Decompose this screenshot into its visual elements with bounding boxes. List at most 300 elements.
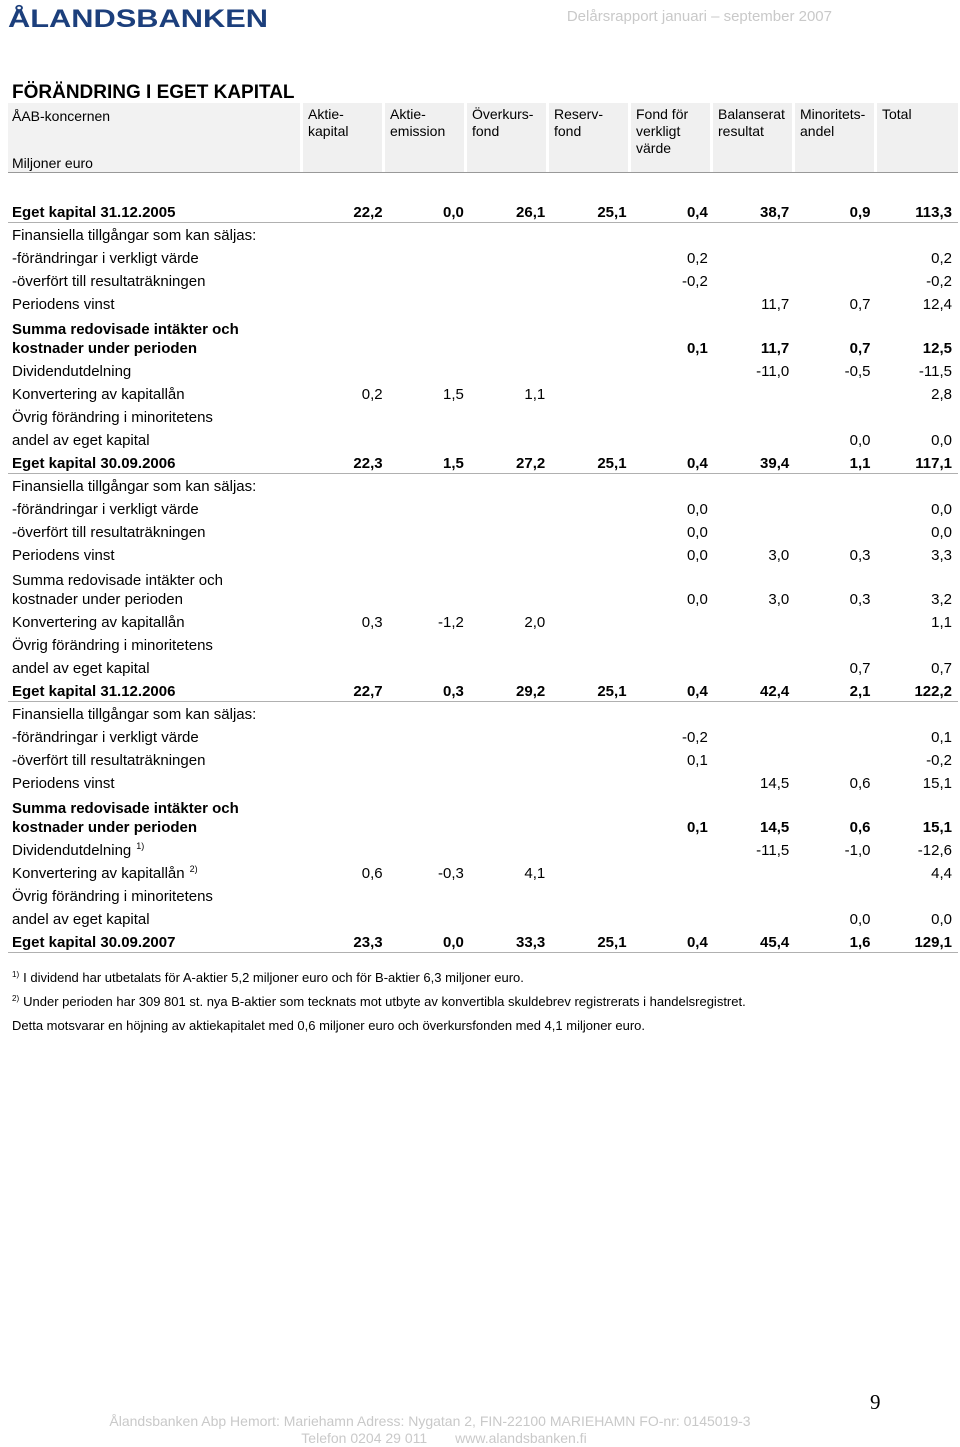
cell-col-2	[389, 496, 470, 519]
row-label-text: Konvertering av kapitallån	[12, 865, 185, 882]
cell-col-3	[470, 747, 551, 770]
cell-col-8: 1,1	[931, 614, 952, 631]
col-header-fond-verkligt-varde: Fond för verkligt värde	[636, 106, 689, 156]
cell-col-2	[389, 291, 470, 314]
cell-col-5: 0,4	[633, 199, 714, 222]
row-label-text: Summa redovisade intäkter och kostnader under perioden	[12, 572, 223, 608]
cell-col-7	[795, 519, 876, 542]
cell-col-7: 0,6	[849, 775, 871, 792]
cell-col-3	[470, 291, 551, 314]
cell-col-4	[551, 519, 632, 542]
cell-col-7: 1,1	[795, 450, 876, 473]
row-label	[8, 222, 307, 245]
cell-col-8: -0,2	[926, 273, 952, 290]
table-row	[8, 473, 958, 496]
cell-col-2	[389, 906, 470, 929]
cell-col-4	[551, 245, 632, 268]
cell-col-7	[795, 701, 876, 724]
col-header-overkursfond: Överkurs- fond	[472, 106, 534, 139]
cell-col-3	[470, 268, 551, 291]
cell-col-3	[470, 632, 551, 655]
cell-col-2	[389, 632, 470, 655]
cell-col-5	[633, 404, 714, 427]
row-label-text: Finansiella tillgångar som kan säljas:	[12, 227, 257, 244]
cell-col-4	[551, 747, 632, 770]
cell-col-6: 39,4	[714, 450, 795, 473]
table-row	[8, 678, 958, 701]
cell-col-3	[470, 496, 551, 519]
row-label-text: Summa redovisade intäkter och kostnader under perioden	[12, 800, 239, 836]
cell-col-8: 12,5	[922, 340, 952, 357]
cell-col-3: 27,2	[470, 450, 551, 473]
footnote-2	[12, 990, 942, 1014]
cell-col-2	[389, 701, 470, 724]
cell-col-7: 1,6	[795, 929, 876, 952]
col-header-minoritetsandel: Minoritets- andel	[800, 106, 866, 139]
report-title: Delårsrapport januari – september 2007	[566, 8, 832, 25]
cell-col-3	[470, 906, 551, 929]
row-label-text: Periodens vinst	[12, 547, 115, 564]
row-label-text: Summa redovisade intäkter och kostnader under perioden	[12, 321, 239, 357]
table-row	[8, 632, 958, 655]
cell-col-3	[470, 473, 551, 496]
row-label	[8, 701, 307, 724]
row-label	[8, 268, 307, 291]
cell-col-5	[633, 632, 714, 655]
cell-col-1: 22,2	[307, 199, 388, 222]
cell-col-1	[307, 245, 388, 268]
row-label	[8, 883, 307, 906]
row-label	[8, 837, 307, 860]
table-row	[8, 291, 958, 314]
cell-col-6	[714, 473, 795, 496]
table-row	[8, 793, 958, 837]
cell-col-1	[307, 701, 388, 724]
cell-col-8: 3,3	[931, 547, 952, 564]
cell-col-1	[307, 793, 388, 837]
cell-col-6	[714, 496, 795, 519]
cell-col-1	[307, 222, 388, 245]
cell-col-4	[551, 222, 632, 245]
cell-col-8	[877, 701, 959, 724]
cell-col-8: 0,7	[931, 660, 952, 677]
cell-col-4	[551, 381, 632, 404]
cell-col-3: 29,2	[470, 678, 551, 701]
cell-col-7	[795, 860, 876, 883]
row-label	[8, 929, 307, 952]
page-number: 9	[870, 1390, 881, 1414]
logo-wordmark: ÅLANDSBANKEN	[8, 5, 220, 30]
row-label	[8, 404, 307, 427]
cell-col-6: 11,7	[760, 340, 790, 357]
cell-col-6: 3,0	[768, 547, 790, 564]
footnote-1	[12, 966, 942, 990]
cell-col-5	[633, 291, 714, 314]
row-label	[8, 450, 307, 473]
cell-col-7: 0,9	[795, 199, 876, 222]
row-label-text: Periodens vinst	[12, 296, 115, 313]
cell-col-6: 42,4	[714, 678, 795, 701]
cell-col-1	[307, 496, 388, 519]
section-title: FÖRÄNDRING I EGET KAPITAL	[12, 82, 295, 103]
cell-col-3	[470, 358, 551, 381]
table-row	[8, 655, 958, 678]
cell-col-3	[470, 883, 551, 906]
cell-col-2	[389, 222, 470, 245]
cell-col-3: 33,3	[470, 929, 551, 952]
col-header-aktiekapital: Aktie- kapital	[308, 106, 349, 139]
table-row	[8, 747, 958, 770]
row-label-text: andel av eget kapital	[12, 660, 150, 677]
row-label-text: -förändringar i verkligt värde	[12, 501, 199, 518]
cell-col-7: 0,3	[849, 547, 871, 564]
cell-col-4	[551, 770, 632, 793]
row-label-text: Dividendutdelning	[12, 363, 132, 380]
row-label-text: Dividendutdelning	[12, 842, 132, 859]
cell-col-2	[389, 268, 470, 291]
cell-col-2	[389, 565, 470, 609]
footnote-ref: 1)	[136, 841, 145, 851]
cell-col-6: 11,7	[761, 296, 790, 313]
cell-col-4	[551, 860, 632, 883]
row-label-text: -överfört till resultaträkningen	[12, 752, 206, 769]
cell-col-4	[551, 496, 632, 519]
cell-col-5: 0,0	[686, 547, 708, 564]
table-row	[8, 427, 958, 450]
footnote-ref: 2)	[189, 864, 198, 874]
row-label	[8, 245, 307, 268]
row-label-text: -förändringar i verkligt värde	[12, 729, 199, 746]
cell-col-1	[307, 473, 388, 496]
cell-col-7	[795, 496, 876, 519]
cell-col-6: -11,0	[756, 363, 790, 380]
cell-col-4	[551, 837, 632, 860]
cell-col-1	[307, 519, 388, 542]
cell-col-4	[551, 632, 632, 655]
cell-col-5: 0,4	[633, 678, 714, 701]
cell-col-7	[795, 747, 876, 770]
row-label-text: Finansiella tillgångar som kan säljas:	[12, 706, 257, 723]
table-row	[8, 519, 958, 542]
cell-col-5: 0,0	[686, 591, 708, 608]
cell-col-1: 22,7	[307, 678, 388, 701]
cell-col-3	[470, 222, 551, 245]
cell-col-2	[389, 793, 470, 837]
cell-col-8: 15,1	[922, 819, 952, 836]
cell-col-2	[389, 747, 470, 770]
row-label	[8, 473, 307, 496]
cell-col-5	[633, 860, 714, 883]
cell-col-2	[389, 883, 470, 906]
row-label-text: Konvertering av kapitallån	[12, 386, 185, 403]
cell-col-8: 117,1	[877, 450, 959, 473]
cell-col-2	[389, 358, 470, 381]
cell-col-5	[633, 770, 714, 793]
table-row	[8, 770, 958, 793]
cell-col-2	[389, 245, 470, 268]
footnote-text: Detta motsvarar en höjning av aktiekapitalet med 0,6 miljoner euro och överkursfonden med 4,1 miljoner euro.	[12, 1018, 646, 1033]
cell-col-4: 25,1	[551, 199, 632, 222]
cell-col-5	[633, 473, 714, 496]
cell-col-6	[714, 701, 795, 724]
table-row	[8, 837, 958, 860]
cell-col-7: 0,7	[849, 340, 871, 357]
cell-col-7: -1,0	[844, 842, 871, 859]
table-row	[8, 245, 958, 268]
cell-col-6	[714, 404, 795, 427]
cell-col-2: 1,5	[443, 386, 464, 403]
cell-col-6	[714, 632, 795, 655]
footer-phone: Telefon 0204 29 011	[301, 1430, 428, 1446]
cell-col-6: -11,5	[756, 842, 790, 859]
cell-col-1	[307, 747, 388, 770]
table-body	[8, 199, 958, 952]
cell-col-5	[633, 837, 714, 860]
cell-col-8	[877, 883, 959, 906]
cell-col-4	[551, 565, 632, 609]
cell-col-3: 2,0	[524, 614, 546, 631]
row-label	[8, 199, 307, 222]
row-label	[8, 747, 307, 770]
cell-col-1	[307, 427, 388, 450]
cell-col-2	[389, 314, 470, 358]
cell-col-4	[551, 724, 632, 747]
cell-col-1: 0,6	[361, 865, 383, 882]
cell-col-6	[714, 427, 795, 450]
cell-col-2: 0,0	[389, 199, 470, 222]
cell-col-4	[551, 404, 632, 427]
footer-address: Ålandsbanken Abp Hemort: Mariehamn Adress: Nygatan 2, FIN-22100 MARIEHAMN FO-nr: 0145019-3	[109, 1413, 751, 1429]
cell-col-1	[307, 632, 388, 655]
cell-col-1	[307, 883, 388, 906]
cell-col-5	[633, 655, 714, 678]
cell-col-4	[551, 473, 632, 496]
cell-col-5	[633, 701, 714, 724]
cell-col-1	[307, 404, 388, 427]
cell-col-1	[307, 314, 388, 358]
cell-col-2	[389, 519, 470, 542]
cell-col-5: 0,0	[686, 524, 708, 541]
cell-col-5: 0,0	[686, 501, 708, 518]
header-divider	[8, 172, 958, 173]
row-label	[8, 381, 307, 404]
cell-col-2	[389, 427, 470, 450]
row-label	[8, 724, 307, 747]
cell-col-5: 0,1	[686, 752, 708, 769]
cell-col-3: 26,1	[470, 199, 551, 222]
row-label	[8, 291, 307, 314]
cell-col-6: 3,0	[768, 591, 790, 608]
cell-col-5	[633, 358, 714, 381]
col-header-aktieemission: Aktie- emission	[390, 106, 446, 139]
cell-col-7	[795, 632, 876, 655]
cell-col-7: 2,1	[795, 678, 876, 701]
cell-col-4	[551, 268, 632, 291]
cell-col-7	[795, 268, 876, 291]
table-row	[8, 542, 958, 565]
table-row	[8, 199, 958, 222]
cell-col-5: 0,4	[633, 929, 714, 952]
cell-col-2: 1,5	[389, 450, 470, 473]
cell-col-7: 0,7	[849, 296, 871, 313]
cell-col-7	[795, 473, 876, 496]
cell-col-1	[307, 358, 388, 381]
cell-col-4: 25,1	[551, 450, 632, 473]
cell-col-8: 113,3	[877, 199, 959, 222]
footer-contact	[0, 1430, 924, 1446]
cell-col-4	[551, 542, 632, 565]
table-row	[8, 496, 958, 519]
cell-col-7	[795, 883, 876, 906]
cell-col-8: 0,1	[931, 729, 952, 746]
table-row	[8, 565, 958, 609]
cell-col-5: 0,2	[686, 250, 708, 267]
table-row	[8, 883, 958, 906]
cell-col-8: 0,0	[931, 911, 952, 928]
row-label	[8, 655, 307, 678]
cell-col-8	[877, 404, 959, 427]
cell-col-5: 0,1	[686, 819, 708, 836]
cell-col-7: 0,0	[849, 432, 871, 449]
row-label	[8, 542, 307, 565]
cell-col-6	[714, 906, 795, 929]
cell-col-6: 38,7	[714, 199, 795, 222]
row-label	[8, 496, 307, 519]
table-row	[8, 314, 958, 358]
equity-changes-table	[8, 199, 958, 953]
cell-col-3: 4,1	[524, 865, 546, 882]
cell-col-7	[795, 724, 876, 747]
cell-col-3	[470, 837, 551, 860]
cell-col-4	[551, 701, 632, 724]
row-label	[8, 427, 307, 450]
row-label-text: Finansiella tillgångar som kan säljas:	[12, 478, 257, 495]
table-row	[8, 906, 958, 929]
cell-col-2	[389, 655, 470, 678]
cell-col-8	[877, 632, 959, 655]
table-row	[8, 404, 958, 427]
cell-col-2	[389, 837, 470, 860]
cell-col-6	[714, 609, 795, 632]
row-label	[8, 678, 307, 701]
cell-col-8: 0,2	[931, 250, 952, 267]
cell-col-8	[877, 473, 959, 496]
unit-label: Miljoner euro	[12, 155, 93, 171]
cell-col-8: 2,8	[931, 386, 952, 403]
row-label-text: Övrig förändring i minoritetens	[12, 409, 213, 426]
cell-col-2: -0,3	[438, 865, 464, 882]
cell-col-8	[877, 222, 959, 245]
col-header-balanserat-resultat: Balanserat resultat	[718, 106, 785, 139]
cell-col-7	[795, 222, 876, 245]
table-row	[8, 358, 958, 381]
table-row	[8, 268, 958, 291]
alandsbanken-logo	[8, 4, 270, 30]
row-label-text: -förändringar i verkligt värde	[12, 250, 199, 267]
cell-col-8: -12,6	[917, 842, 952, 859]
cell-col-6	[714, 655, 795, 678]
table-row	[8, 222, 958, 245]
cell-col-8: 0,0	[931, 524, 952, 541]
cell-col-4	[551, 906, 632, 929]
cell-col-8: 4,4	[931, 865, 952, 882]
footnote-text: Under perioden har 309 801 st. nya B-aktier som tecknats mot utbyte av konvertibla skuldebrev registrerats i handelsregistret.	[23, 994, 746, 1009]
row-label-text: Eget kapital 30.09.2006	[12, 454, 176, 472]
cell-col-7	[795, 404, 876, 427]
cell-col-8: 15,1	[922, 775, 952, 792]
row-label-text: -överfört till resultaträkningen	[12, 273, 206, 290]
table-row	[8, 381, 958, 404]
cell-col-8: -11,5	[918, 363, 952, 380]
cell-col-1	[307, 291, 388, 314]
cell-col-6	[714, 724, 795, 747]
cell-col-2	[389, 770, 470, 793]
cell-col-6	[714, 519, 795, 542]
cell-col-8: 0,0	[931, 432, 952, 449]
footnote-marker: 2)	[12, 993, 20, 1003]
company-name: ÅAB-koncernen	[12, 108, 111, 124]
cell-col-2	[389, 473, 470, 496]
cell-col-6	[714, 747, 795, 770]
row-label-text: Eget kapital 30.09.2007	[12, 933, 176, 951]
cell-col-3	[470, 404, 551, 427]
cell-col-2	[389, 542, 470, 565]
table-row	[8, 701, 958, 724]
cell-col-8: 129,1	[877, 929, 959, 952]
col-header-reservfond: Reserv- fond	[554, 106, 604, 139]
row-label-text: Periodens vinst	[12, 775, 115, 792]
cell-col-4	[551, 427, 632, 450]
cell-col-7: 0,3	[849, 591, 871, 608]
cell-col-1: 23,3	[307, 929, 388, 952]
cell-col-2: 0,0	[389, 929, 470, 952]
cell-col-3	[470, 314, 551, 358]
cell-col-3: 1,1	[524, 386, 546, 403]
cell-col-1	[307, 724, 388, 747]
row-label	[8, 358, 307, 381]
row-label	[8, 609, 307, 632]
cell-col-6	[714, 245, 795, 268]
cell-col-4	[551, 609, 632, 632]
footer-website-link[interactable]: www.alandsbanken.fi	[455, 1430, 587, 1446]
cell-col-1: 0,2	[361, 386, 383, 403]
row-label-text: andel av eget kapital	[12, 432, 150, 449]
cell-col-1	[307, 268, 388, 291]
cell-col-2: -1,2	[438, 614, 464, 631]
cell-col-5: -0,2	[681, 273, 708, 290]
row-label-text: andel av eget kapital	[12, 911, 150, 928]
cell-col-4	[551, 793, 632, 837]
table-row	[8, 609, 958, 632]
cell-col-4: 25,1	[551, 678, 632, 701]
row-label-text: -överfört till resultaträkningen	[12, 524, 206, 541]
cell-col-7: 0,0	[849, 911, 871, 928]
cell-col-5	[633, 883, 714, 906]
cell-col-7	[795, 381, 876, 404]
cell-col-2	[389, 404, 470, 427]
cell-col-5: -0,2	[681, 729, 708, 746]
cell-col-8: 0,0	[931, 501, 952, 518]
row-label	[8, 565, 307, 609]
cell-col-8: 122,2	[877, 678, 959, 701]
cell-col-6	[714, 268, 795, 291]
cell-col-4	[551, 291, 632, 314]
cell-col-6	[714, 883, 795, 906]
cell-col-4: 25,1	[551, 929, 632, 952]
cell-col-5	[633, 222, 714, 245]
row-label	[8, 519, 307, 542]
cell-col-1	[307, 906, 388, 929]
